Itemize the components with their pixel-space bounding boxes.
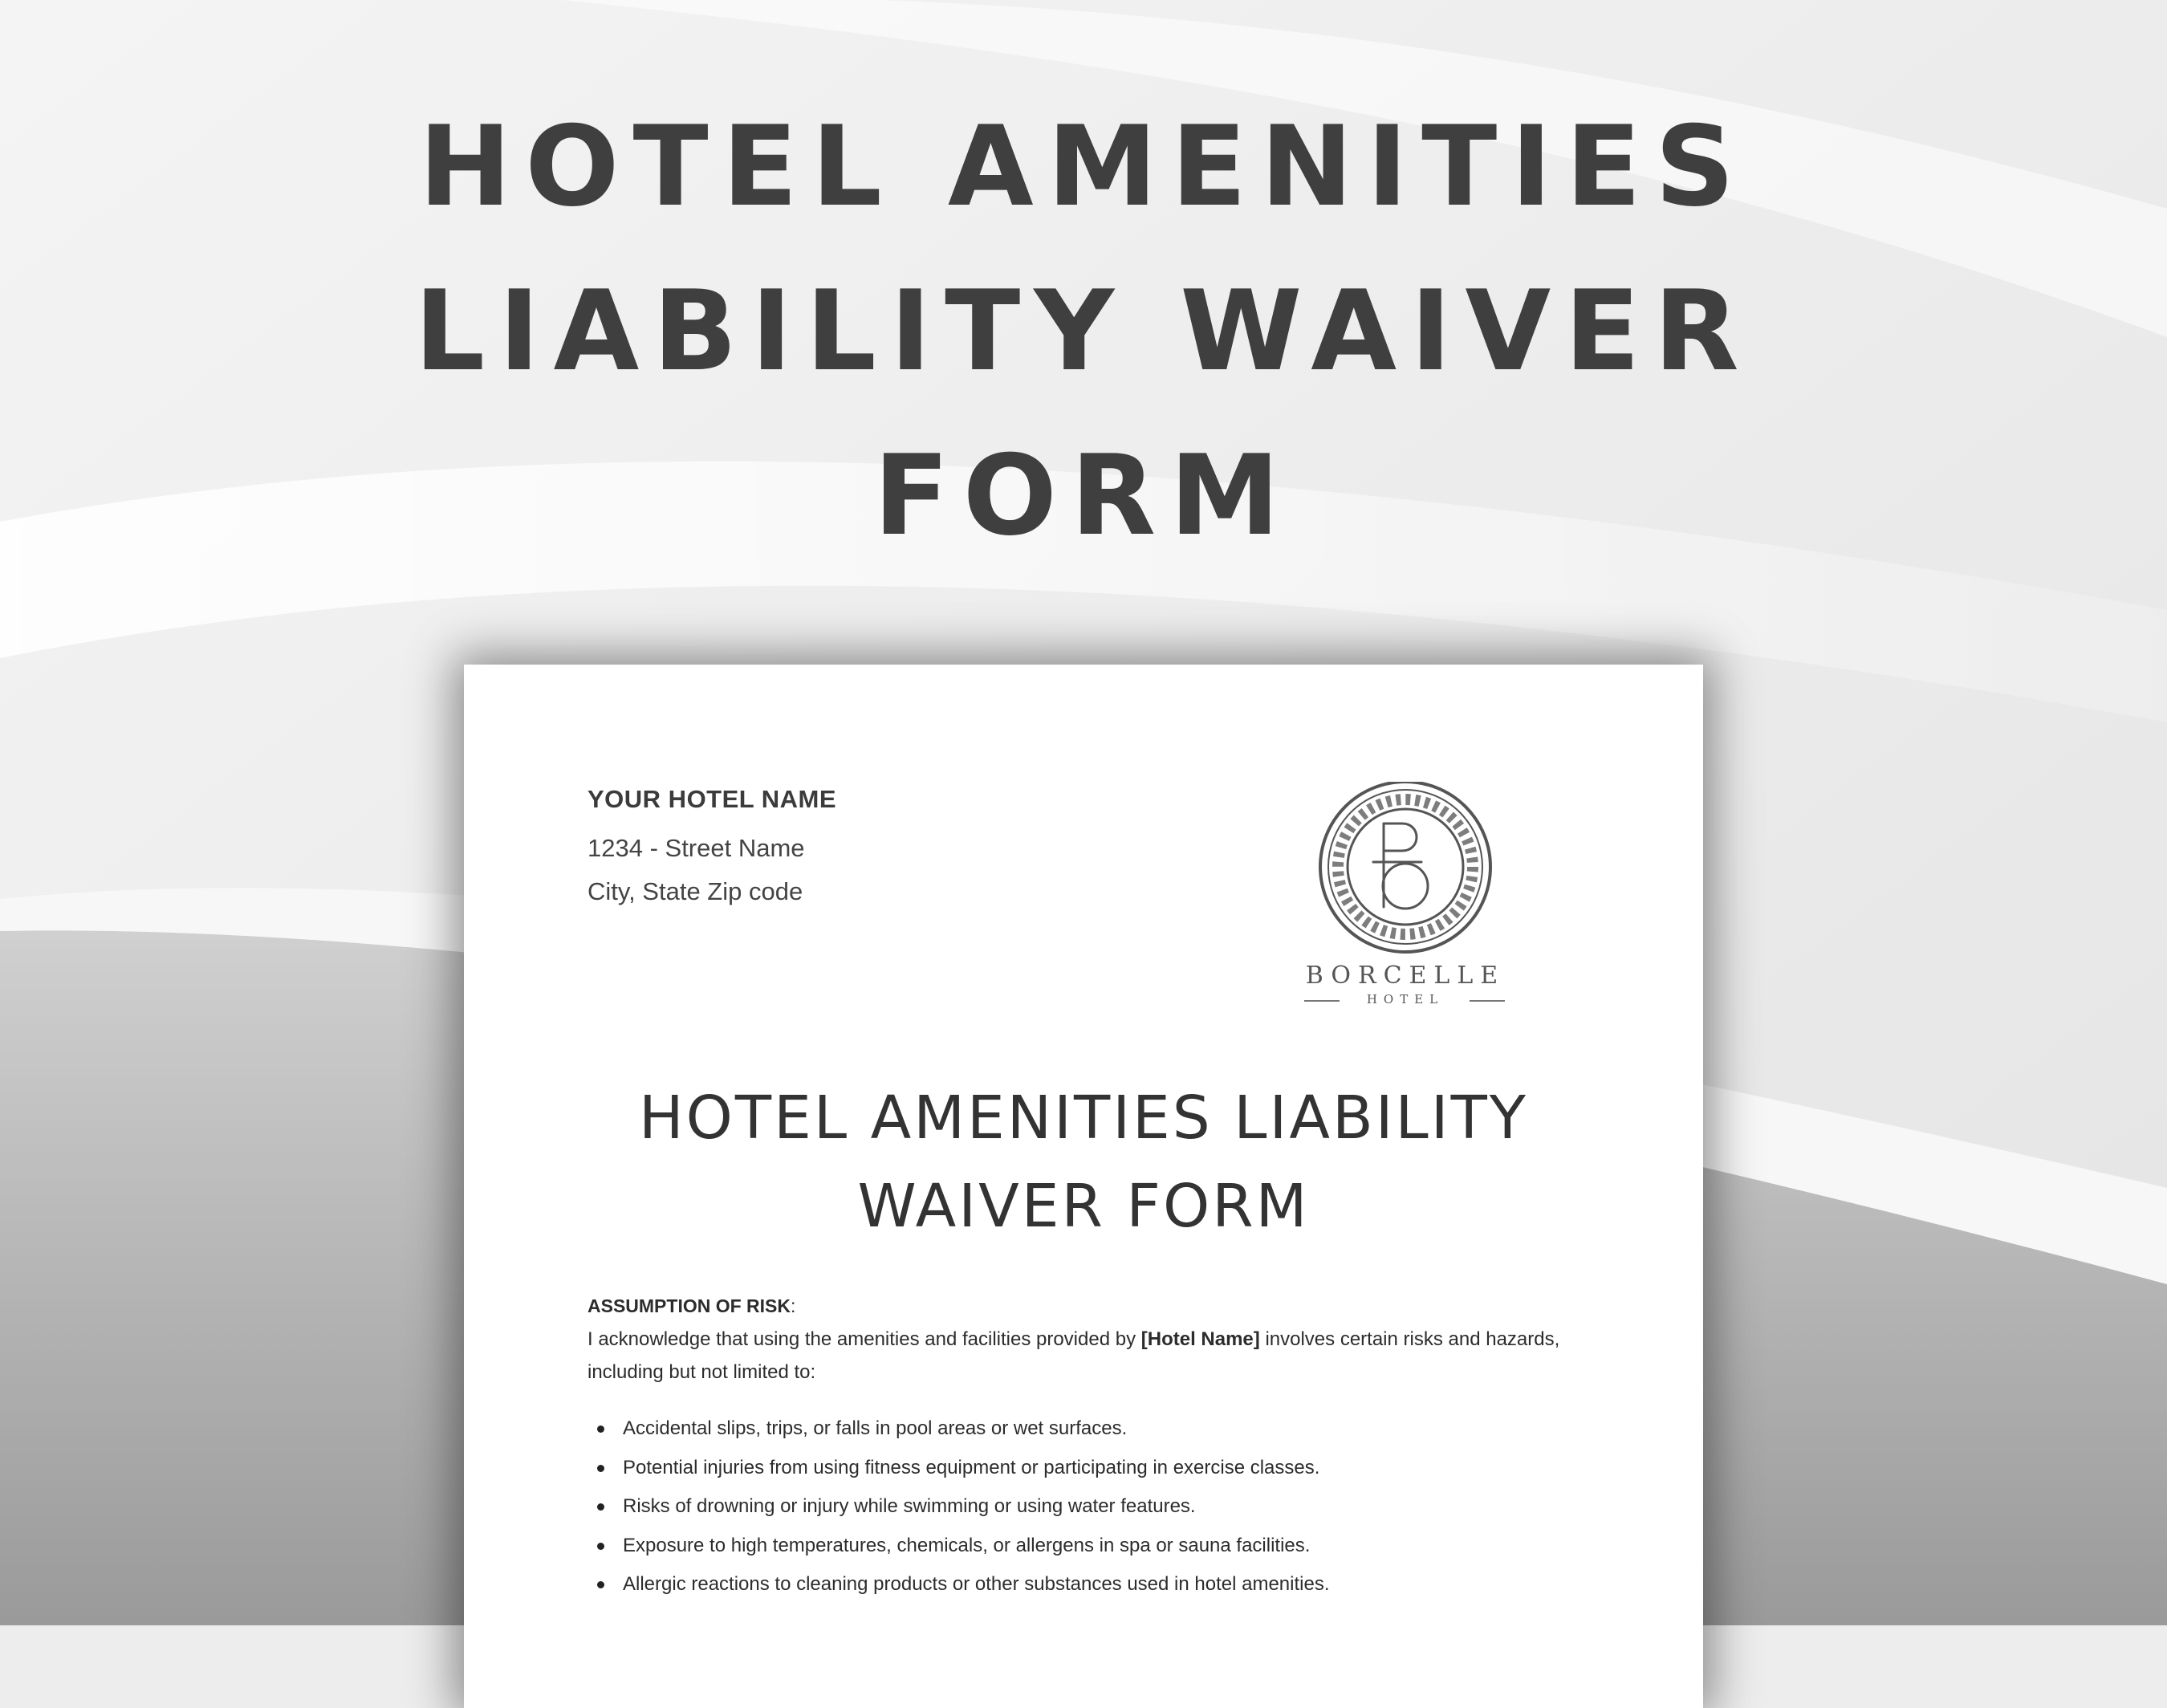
logo-rule-right: [1470, 1000, 1505, 1002]
list-item-text: Allergic reactions to cleaning products or other substances used in hotel amenities.: [623, 1573, 1330, 1595]
list-item-text: Exposure to high temperatures, chemicals, or allergens in spa or sauna facilities.: [623, 1534, 1311, 1556]
list-item: [587, 1565, 1599, 1604]
bullet-icon: [597, 1581, 604, 1588]
headline: [0, 84, 2167, 578]
bullet-icon: [597, 1465, 604, 1472]
headline-line-3: FORM: [873, 431, 1294, 560]
list-item: [587, 1527, 1599, 1566]
logo-brand: BORCELLE: [1305, 962, 1506, 990]
list-item: [587, 1409, 1599, 1449]
hotel-city-line: City, State Zip code: [587, 877, 803, 905]
list-item: [587, 1487, 1599, 1527]
hotel-name-placeholder: [Hotel Name]: [1140, 1328, 1260, 1350]
document-title-line-1: HOTEL AMENITIES LIABILITY: [638, 1084, 1528, 1153]
section-heading-text: ASSUMPTION OF RISK: [587, 1295, 791, 1316]
hotel-logo: [1301, 782, 1510, 1007]
section-heading-colon: :: [791, 1295, 796, 1316]
hotel-address: 1234 - Street Name: [587, 834, 805, 862]
hotel-name: YOUR HOTEL NAME: [587, 785, 837, 813]
section-intro: [587, 1323, 1599, 1389]
hotel-info: [587, 785, 836, 913]
logo-subtitle: HOTEL: [1366, 992, 1445, 1007]
document-page: [464, 665, 1703, 1708]
list-item-text: Potential injuries from using fitness equipment or participating in exercise classes.: [623, 1456, 1320, 1478]
monogram-seal-icon: [1301, 782, 1510, 954]
bullet-icon: [597, 1503, 604, 1511]
document-title: [464, 1074, 1703, 1250]
list-item-text: Accidental slips, trips, or falls in pool areas or wet surfaces.: [623, 1417, 1128, 1439]
intro-text-line-2: including but not limited to:: [587, 1361, 816, 1383]
list-item: [587, 1449, 1599, 1488]
risk-list: [587, 1409, 1599, 1604]
headline-line-1: HOTEL AMENITIES: [418, 102, 1749, 231]
intro-text-continued: involves certain risks and hazards,: [1259, 1328, 1560, 1350]
intro-text: I acknowledge that using the amenities and facilities provided by: [587, 1328, 1141, 1350]
headline-line-2: LIABILITY WAIVER: [414, 266, 1753, 396]
section-heading: [587, 1289, 1599, 1323]
bullet-icon: [597, 1425, 604, 1433]
bullet-icon: [597, 1543, 604, 1550]
document-title-line-2: WAIVER FORM: [857, 1172, 1310, 1241]
assumption-of-risk-section: [587, 1289, 1599, 1604]
list-item-text: Risks of drowning or injury while swimming or using water features.: [623, 1495, 1196, 1517]
